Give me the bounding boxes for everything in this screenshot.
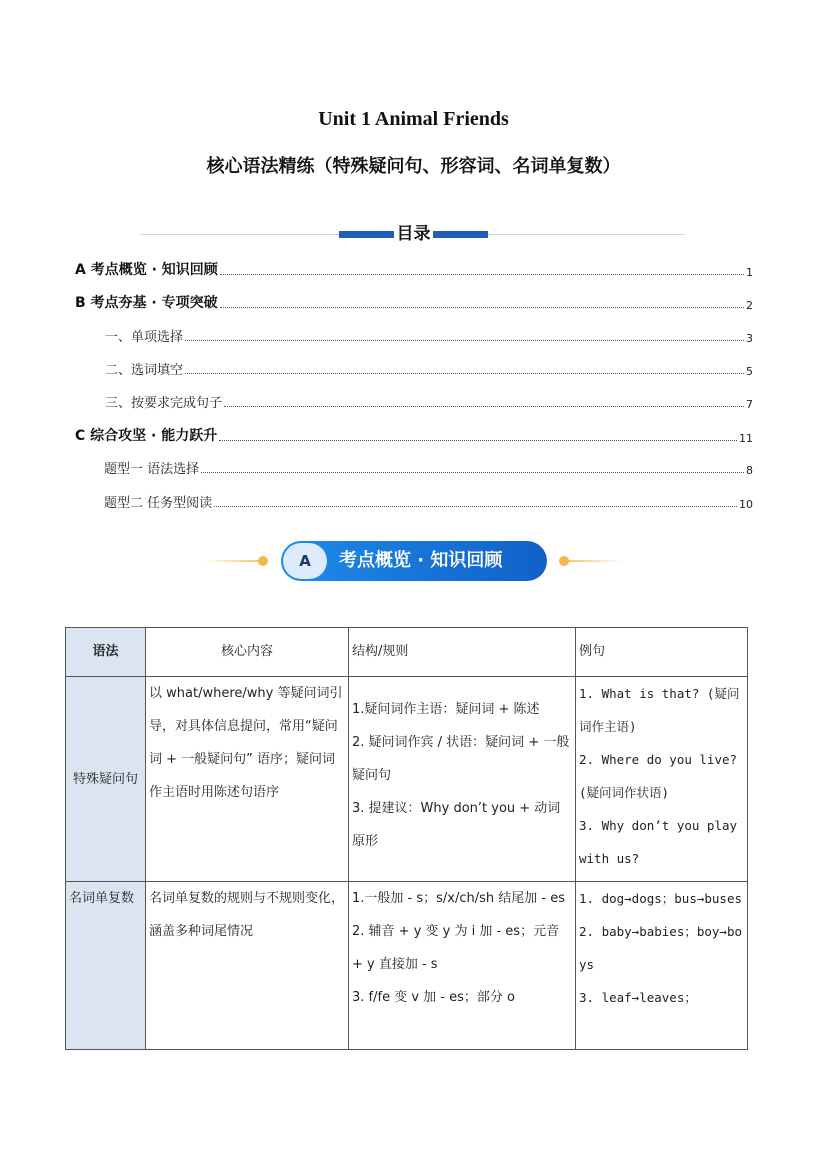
toc-leader (201, 472, 744, 473)
toc-heading-banner (140, 222, 685, 248)
toc-entry-text: B 考点夯基 · 专项突破 (75, 295, 218, 311)
rule-line: 2. 辅音 + y 变 y 为 i 加 - es；元音 + y 直接加 - s (352, 924, 560, 972)
toc-entry[interactable] (104, 459, 753, 477)
toc-entry-text: C 综合攻坚 · 能力跃升 (75, 428, 218, 444)
toc-entry-text: 一、单项选择 (105, 330, 184, 345)
section-title: 考点概览 · 知识回顾 (339, 550, 503, 571)
column-header: 结构/规则 (349, 628, 576, 677)
grammar-table (65, 627, 748, 1050)
column-header: 例句 (576, 628, 748, 677)
toc-entry[interactable] (75, 427, 753, 445)
section-letter: A (283, 543, 327, 579)
column-header: 核心内容 (146, 628, 349, 677)
toc-leader (220, 307, 744, 308)
toc-entry-page: 2 (746, 299, 753, 312)
toc-entry-page: 7 (746, 398, 753, 411)
example-line: 2. Where do you live? (疑问词作状语) (579, 752, 738, 800)
toc-entry-text: 二、选词填空 (105, 363, 184, 378)
core-content-text: 以 what/where/why 等疑问词引导，对具体信息提问，常用“疑问词 + 一般疑问句” 语序；疑问词作主语时用陈述句语序 (149, 686, 343, 800)
toc-entry-page: 3 (746, 332, 753, 345)
table-row (66, 882, 748, 1050)
table-header-row (66, 628, 748, 677)
toc-entry-page: 8 (746, 464, 753, 477)
toc-entry-page: 11 (739, 432, 753, 445)
toc-leader (185, 373, 744, 374)
rules-cell (349, 882, 576, 1050)
document-title: Unit 1 Animal Friends (318, 108, 509, 130)
rule-line: 3. 提建议：Why don’t you + 动词原形 (352, 801, 561, 849)
banner-wing-left (203, 560, 263, 562)
examples-cell (576, 677, 748, 882)
toc-entry-page: 5 (746, 365, 753, 378)
toc-leader (185, 340, 744, 341)
toc-entry[interactable] (75, 294, 753, 312)
examples-cell (576, 882, 748, 1050)
banner-wing-right (564, 560, 624, 562)
toc-entry-page: 10 (739, 498, 753, 511)
toc-entry-text: 三、按要求完成句子 (105, 396, 223, 411)
rule-line: 1.一般加 - s；s/x/ch/sh 结尾加 - es (352, 891, 565, 906)
core-content-cell (146, 677, 349, 882)
toc-leader (219, 440, 737, 441)
table-row (66, 677, 748, 882)
toc-heading-bar-right (433, 231, 488, 238)
section-a-banner (203, 541, 624, 581)
core-content-text: 名词单复数的规则与不规则变化，涵盖多种词尾情况 (149, 891, 345, 939)
banner-dot-right (559, 556, 569, 566)
example-line: 2. baby→babies；boy→boys (579, 924, 743, 972)
toc-entry-page: 1 (746, 266, 753, 279)
toc-entry-text: 题型二 任务型阅读 (104, 496, 213, 511)
toc-entry-text: A 考点概览 · 知识回顾 (75, 262, 218, 278)
document-subtitle: 核心语法精练（特殊疑问句、形容词、名词单复数） (206, 156, 621, 177)
example-line: 3. Why don’t you play with us? (579, 818, 738, 866)
toc-heading: 目录 (394, 222, 433, 246)
row-label: 特殊疑问句 (66, 677, 146, 882)
example-line: 1. What is that? (疑问词作主语) (579, 686, 740, 734)
toc-entry[interactable] (75, 261, 753, 279)
rules-cell (349, 677, 576, 882)
toc-heading-bar-left (339, 231, 394, 238)
toc-leader (214, 506, 737, 507)
core-content-cell (146, 882, 349, 1050)
toc-entry[interactable] (104, 493, 753, 511)
toc-entry[interactable] (105, 327, 753, 345)
toc-entry[interactable] (105, 360, 753, 378)
toc-leader (224, 406, 744, 407)
rule-line: 1.疑问词作主语：疑问词 + 陈述 (352, 702, 540, 717)
rule-line: 3. f/fe 变 v 加 - es；部分 o (352, 990, 515, 1005)
row-label: 名词单复数 (66, 882, 146, 1050)
toc-entry-text: 题型一 语法选择 (104, 462, 200, 477)
column-header: 语法 (66, 628, 146, 677)
rule-line: 2. 疑问词作宾 / 状语：疑问词 + 一般疑问句 (352, 735, 570, 783)
toc-entry[interactable] (105, 393, 753, 411)
toc-leader (220, 274, 744, 275)
example-line: 1. dog→dogs；bus→buses (579, 891, 743, 906)
banner-dot-left (258, 556, 268, 566)
example-line: 3. leaf→leaves； (579, 990, 697, 1005)
